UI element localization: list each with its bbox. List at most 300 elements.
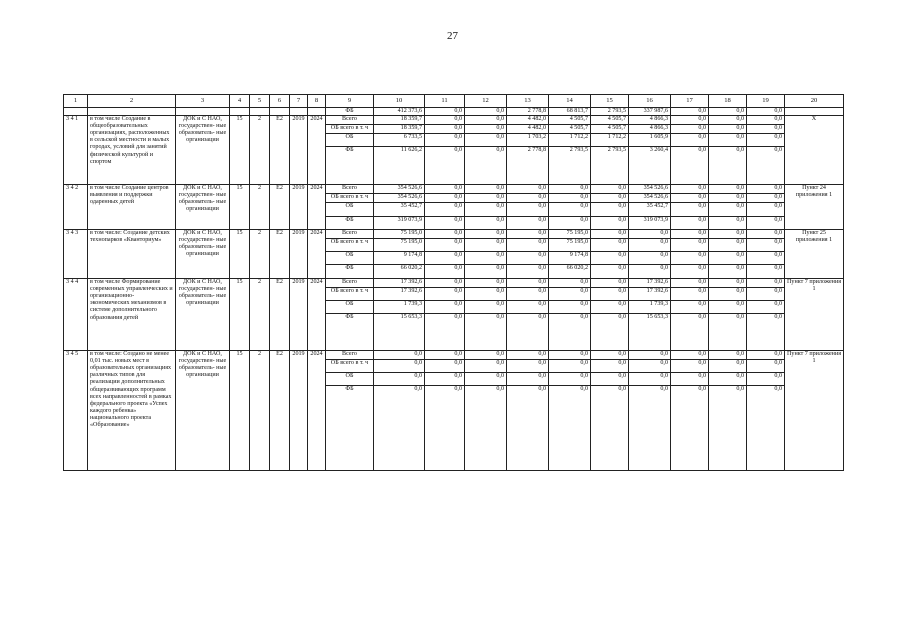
value-cell: 0,0 — [629, 239, 671, 252]
header-cell: 7 — [290, 95, 308, 108]
value-cell: 0,0 — [507, 203, 549, 217]
source-cell: ОБ всего в т. ч — [326, 360, 374, 373]
value-cell: 337 987,6 — [629, 108, 671, 116]
value-cell: 0,0 — [671, 386, 709, 471]
value-cell: 0,0 — [507, 373, 549, 386]
value-cell: 0,0 — [629, 265, 671, 279]
value-cell: 0,0 — [591, 185, 629, 194]
value-cell: 0,0 — [747, 108, 785, 116]
value-cell: 2 778,8 — [507, 147, 549, 185]
value-cell: 0,0 — [507, 314, 549, 351]
value-cell: 0,0 — [747, 125, 785, 134]
value-cell: 0,0 — [709, 351, 747, 360]
value-cell: 0,0 — [507, 301, 549, 314]
value-cell: 0,0 — [425, 108, 465, 116]
header-cell: 11 — [425, 95, 465, 108]
value-cell: 0,0 — [671, 265, 709, 279]
value-cell: 0,0 — [629, 386, 671, 471]
value-cell: 0,0 — [747, 203, 785, 217]
value-cell: 75 195,0 — [549, 230, 591, 239]
value-cell: 0,0 — [549, 314, 591, 351]
source-cell: Всего — [326, 351, 374, 360]
value-cell: 1 739,3 — [374, 301, 425, 314]
value-cell: 9 174,8 — [549, 252, 591, 265]
value-cell: 0,0 — [465, 203, 507, 217]
table-row — [64, 351, 844, 360]
empty-cell — [64, 108, 88, 116]
value-cell: 0,0 — [591, 217, 629, 230]
value-cell: 0,0 — [507, 265, 549, 279]
empty-cell — [270, 108, 290, 116]
item-executor: ДОК и С НАО, государствен- ные образователь- ные организации — [176, 230, 230, 279]
value-cell: 0,0 — [425, 386, 465, 471]
value-cell: 0,0 — [591, 279, 629, 288]
value-cell: 354 526,6 — [374, 194, 425, 203]
value-cell: 0,0 — [507, 360, 549, 373]
source-cell: ОБ всего в т. ч — [326, 194, 374, 203]
value-cell: 0,0 — [709, 265, 747, 279]
value-cell: 354 526,6 — [374, 185, 425, 194]
column-4: 15 — [230, 351, 250, 471]
value-cell: 0,0 — [507, 217, 549, 230]
column-7: 2019 — [290, 116, 308, 185]
value-cell: 75 195,0 — [374, 239, 425, 252]
value-cell: 0,0 — [425, 147, 465, 185]
value-cell: 0,0 — [671, 373, 709, 386]
value-cell: 0,0 — [425, 314, 465, 351]
value-cell: 0,0 — [374, 351, 425, 360]
item-note: Пункт 24 приложения 1 — [785, 185, 844, 230]
value-cell: 0,0 — [591, 239, 629, 252]
value-cell: 11 626,2 — [374, 147, 425, 185]
value-cell: 0,0 — [591, 314, 629, 351]
value-cell: 0,0 — [671, 279, 709, 288]
table-row — [64, 230, 844, 239]
item-index: 3 4 3 — [64, 230, 88, 279]
value-cell: 0,0 — [709, 147, 747, 185]
value-cell: 0,0 — [747, 230, 785, 239]
item-executor: ДОК и С НАО, государствен- ные образователь- ные организации — [176, 116, 230, 185]
empty-cell — [250, 108, 270, 116]
value-cell: 0,0 — [374, 386, 425, 471]
empty-cell — [88, 108, 176, 116]
source-cell: ОБ всего в т. ч — [326, 239, 374, 252]
value-cell: 0,0 — [671, 351, 709, 360]
value-cell: 0,0 — [465, 134, 507, 147]
header-cell: 5 — [250, 95, 270, 108]
value-cell: 0,0 — [507, 230, 549, 239]
value-cell: 0,0 — [549, 279, 591, 288]
value-cell: 0,0 — [549, 203, 591, 217]
value-cell: 0,0 — [747, 185, 785, 194]
value-cell: 0,0 — [591, 265, 629, 279]
value-cell: 0,0 — [549, 194, 591, 203]
value-cell: 0,0 — [747, 314, 785, 351]
item-index: 3 4 1 — [64, 116, 88, 185]
budget-table — [63, 94, 844, 471]
value-cell: 0,0 — [591, 288, 629, 301]
column-8: 2024 — [308, 185, 326, 230]
value-cell: 0,0 — [425, 360, 465, 373]
value-cell: 0,0 — [465, 185, 507, 194]
column-4: 15 — [230, 116, 250, 185]
value-cell: 0,0 — [425, 288, 465, 301]
value-cell: 0,0 — [465, 252, 507, 265]
item-description: в том числе: Создано не менее 0,01 тыс. новых мест в образовательных организациях различных типов для реализации дополнительных общеразвивающих программ всех направленностей в рамках федерального проекта «Успех каждого ребенка» национального проекта «Образование» — [88, 351, 176, 471]
header-cell: 15 — [591, 95, 629, 108]
value-cell: 0,0 — [671, 147, 709, 185]
value-cell: 0,0 — [425, 217, 465, 230]
value-cell: 0,0 — [549, 288, 591, 301]
value-cell: 0,0 — [671, 108, 709, 116]
item-executor: ДОК и С НАО, государствен- ные образователь- ные организации — [176, 185, 230, 230]
item-description: в том числе: Создание детских технопарков «Кванториум» — [88, 230, 176, 279]
header-cell: 2 — [88, 95, 176, 108]
value-cell: 0,0 — [747, 288, 785, 301]
empty-cell — [308, 108, 326, 116]
column-8: 2024 — [308, 116, 326, 185]
value-cell: 66 020,2 — [374, 265, 425, 279]
value-cell: 0,0 — [549, 386, 591, 471]
header-cell: 6 — [270, 95, 290, 108]
value-cell: 0,0 — [671, 116, 709, 125]
item-executor: ДОК и С НАО, государствен- ные образователь- ные организации — [176, 351, 230, 471]
value-cell: 0,0 — [425, 134, 465, 147]
value-cell: 0,0 — [709, 230, 747, 239]
value-cell: 0,0 — [747, 116, 785, 125]
value-cell: 0,0 — [425, 373, 465, 386]
value-cell: 0,0 — [507, 239, 549, 252]
column-6: Е2 — [270, 116, 290, 185]
value-cell: 0,0 — [549, 351, 591, 360]
empty-cell — [290, 108, 308, 116]
value-cell: 4 505,7 — [591, 125, 629, 134]
table-row — [64, 279, 844, 288]
value-cell: 35 452,7 — [629, 203, 671, 217]
value-cell: 0,0 — [709, 386, 747, 471]
column-4: 15 — [230, 279, 250, 351]
value-cell: 18 359,7 — [374, 116, 425, 125]
item-note: Х — [785, 116, 844, 185]
value-cell: 0,0 — [747, 147, 785, 185]
value-cell: 0,0 — [465, 217, 507, 230]
value-cell: 0,0 — [591, 386, 629, 471]
value-cell: 0,0 — [671, 217, 709, 230]
value-cell: 0,0 — [465, 147, 507, 185]
column-8: 2024 — [308, 351, 326, 471]
value-cell: 0,0 — [709, 217, 747, 230]
value-cell: 0,0 — [709, 288, 747, 301]
value-cell: 0,0 — [591, 252, 629, 265]
item-description: в том числе Создание центров выявления и поддержки одаренных детей — [88, 185, 176, 230]
header-cell: 16 — [629, 95, 671, 108]
value-cell: 0,0 — [709, 239, 747, 252]
value-cell: 0,0 — [671, 314, 709, 351]
column-5: 2 — [250, 116, 270, 185]
value-cell: 0,0 — [549, 301, 591, 314]
value-cell: 6 733,5 — [374, 134, 425, 147]
value-cell: 2 793,5 — [549, 147, 591, 185]
table-row — [64, 116, 844, 125]
value-cell: 0,0 — [425, 239, 465, 252]
value-cell: 0,0 — [465, 351, 507, 360]
value-cell: 0,0 — [465, 386, 507, 471]
column-6: Е2 — [270, 185, 290, 230]
source-cell: ОБ всего в т. ч — [326, 288, 374, 301]
value-cell: 0,0 — [425, 265, 465, 279]
value-cell: 1 712,2 — [549, 134, 591, 147]
source-cell: ОБ — [326, 134, 374, 147]
value-cell: 0,0 — [709, 134, 747, 147]
value-cell: 0,0 — [671, 288, 709, 301]
item-executor: ДОК и С НАО, государствен- ные образователь- ные организации — [176, 279, 230, 351]
column-7: 2019 — [290, 230, 308, 279]
source-cell: Всего — [326, 116, 374, 125]
value-cell: 0,0 — [425, 116, 465, 125]
item-note: Пункт 25 приложения 1 — [785, 230, 844, 279]
header-cell: 13 — [507, 95, 549, 108]
value-cell: 0,0 — [507, 288, 549, 301]
value-cell: 0,0 — [591, 194, 629, 203]
column-6: Е2 — [270, 279, 290, 351]
column-8: 2024 — [308, 230, 326, 279]
carry-row — [64, 108, 844, 116]
value-cell: 0,0 — [374, 373, 425, 386]
value-cell: 0,0 — [747, 194, 785, 203]
value-cell: 0,0 — [591, 203, 629, 217]
header-cell: 18 — [709, 95, 747, 108]
value-cell: 0,0 — [425, 279, 465, 288]
value-cell: 1 703,2 — [507, 134, 549, 147]
source-cell: ОБ — [326, 373, 374, 386]
source-cell: ФБ — [326, 314, 374, 351]
value-cell: 0,0 — [465, 239, 507, 252]
value-cell: 0,0 — [629, 252, 671, 265]
value-cell: 2 793,5 — [591, 108, 629, 116]
value-cell: 0,0 — [507, 185, 549, 194]
value-cell: 0,0 — [747, 239, 785, 252]
value-cell: 0,0 — [465, 265, 507, 279]
value-cell: 17 392,6 — [374, 279, 425, 288]
value-cell: 0,0 — [549, 373, 591, 386]
value-cell: 0,0 — [549, 185, 591, 194]
empty-cell — [785, 108, 844, 116]
value-cell: 0,0 — [549, 217, 591, 230]
value-cell: 0,0 — [591, 360, 629, 373]
header-cell: 9 — [326, 95, 374, 108]
value-cell: 0,0 — [507, 252, 549, 265]
value-cell: 4 505,7 — [549, 116, 591, 125]
page-number: 27 — [447, 30, 458, 42]
value-cell: 0,0 — [425, 230, 465, 239]
value-cell: 0,0 — [591, 301, 629, 314]
header-cell: 1 — [64, 95, 88, 108]
value-cell: 18 359,7 — [374, 125, 425, 134]
item-description: в том числе Создание в общеобразовательных организациях, расположенных в сельской местности и малых городах, условий для занятий физической культурой и спортом — [88, 116, 176, 185]
empty-cell — [176, 108, 230, 116]
value-cell: 0,0 — [425, 252, 465, 265]
value-cell: 0,0 — [747, 373, 785, 386]
column-5: 2 — [250, 351, 270, 471]
column-5: 2 — [250, 185, 270, 230]
item-description: в том числе Формирование современных управленческих и организационно-экономических механизмов в системе дополнительного образования детей — [88, 279, 176, 351]
source-cell: Всего — [326, 230, 374, 239]
value-cell: 0,0 — [425, 351, 465, 360]
column-7: 2019 — [290, 279, 308, 351]
header-cell: 8 — [308, 95, 326, 108]
header-cell: 3 — [176, 95, 230, 108]
value-cell: 0,0 — [425, 194, 465, 203]
value-cell: 0,0 — [465, 108, 507, 116]
value-cell: 4 866,3 — [629, 125, 671, 134]
value-cell: 2 778,8 — [507, 108, 549, 116]
header-cell: 17 — [671, 95, 709, 108]
value-cell: 0,0 — [709, 360, 747, 373]
value-cell: 0,0 — [629, 373, 671, 386]
value-cell: 0,0 — [747, 386, 785, 471]
value-cell: 0,0 — [709, 252, 747, 265]
value-cell: 319 073,9 — [374, 217, 425, 230]
empty-cell — [230, 108, 250, 116]
value-cell: 0,0 — [465, 116, 507, 125]
column-4: 15 — [230, 230, 250, 279]
header-cell: 4 — [230, 95, 250, 108]
value-cell: 0,0 — [549, 360, 591, 373]
value-cell: 0,0 — [747, 351, 785, 360]
value-cell: 0,0 — [629, 351, 671, 360]
value-cell: 1 712,2 — [591, 134, 629, 147]
value-cell: 35 452,7 — [374, 203, 425, 217]
source-cell: Всего — [326, 279, 374, 288]
source-cell: ОБ всего в т. ч — [326, 125, 374, 134]
column-4: 15 — [230, 185, 250, 230]
item-index: 3 4 5 — [64, 351, 88, 471]
value-cell: 0,0 — [425, 301, 465, 314]
value-cell: 0,0 — [629, 230, 671, 239]
value-cell: 0,0 — [747, 301, 785, 314]
column-5: 2 — [250, 230, 270, 279]
value-cell: 0,0 — [709, 194, 747, 203]
header-cell: 12 — [465, 95, 507, 108]
value-cell: 0,0 — [747, 134, 785, 147]
value-cell: 17 392,6 — [629, 288, 671, 301]
source-cell: ОБ — [326, 203, 374, 217]
value-cell: 4 482,0 — [507, 116, 549, 125]
value-cell: 0,0 — [671, 360, 709, 373]
value-cell: 0,0 — [709, 373, 747, 386]
header-cell: 20 — [785, 95, 844, 108]
value-cell: 68 813,7 — [549, 108, 591, 116]
source-cell: ОБ — [326, 301, 374, 314]
value-cell: 0,0 — [465, 301, 507, 314]
value-cell: 17 392,6 — [629, 279, 671, 288]
value-cell: 0,0 — [671, 185, 709, 194]
value-cell: 0,0 — [507, 351, 549, 360]
source-cell: ФБ — [326, 265, 374, 279]
value-cell: 0,0 — [465, 288, 507, 301]
value-cell: 4 505,7 — [549, 125, 591, 134]
value-cell: 0,0 — [629, 360, 671, 373]
value-cell: 0,0 — [709, 108, 747, 116]
value-cell: 0,0 — [507, 279, 549, 288]
value-cell: 75 195,0 — [549, 239, 591, 252]
value-cell: 0,0 — [747, 279, 785, 288]
value-cell: 0,0 — [747, 252, 785, 265]
item-note: Пункт 7 приложения 1 — [785, 351, 844, 471]
value-cell: 0,0 — [465, 373, 507, 386]
value-cell: 0,0 — [374, 360, 425, 373]
value-cell: 1 739,3 — [629, 301, 671, 314]
source-cell: ОБ — [326, 252, 374, 265]
value-cell: 319 073,9 — [629, 217, 671, 230]
header-cell: 14 — [549, 95, 591, 108]
value-cell: 75 195,0 — [374, 230, 425, 239]
value-cell: 0,0 — [507, 386, 549, 471]
value-cell: 354 526,6 — [629, 185, 671, 194]
value-cell: 0,0 — [709, 301, 747, 314]
item-note: Пункт 7 приложения 1 — [785, 279, 844, 351]
column-7: 2019 — [290, 351, 308, 471]
column-6: Е2 — [270, 230, 290, 279]
value-cell: 0,0 — [709, 279, 747, 288]
column-5: 2 — [250, 279, 270, 351]
value-cell: 0,0 — [709, 314, 747, 351]
value-cell: 0,0 — [591, 351, 629, 360]
table-row — [64, 185, 844, 194]
item-index: 3 4 2 — [64, 185, 88, 230]
value-cell: 3 260,4 — [629, 147, 671, 185]
value-cell: 0,0 — [747, 217, 785, 230]
value-cell: 412 373,6 — [374, 108, 425, 116]
value-cell: 4 482,0 — [507, 125, 549, 134]
value-cell: 0,0 — [591, 230, 629, 239]
header-row — [64, 95, 844, 108]
value-cell: 0,0 — [465, 360, 507, 373]
value-cell: 0,0 — [747, 265, 785, 279]
value-cell: 15 653,3 — [629, 314, 671, 351]
value-cell: 0,0 — [671, 125, 709, 134]
item-index: 3 4 4 — [64, 279, 88, 351]
value-cell: 0,0 — [591, 373, 629, 386]
value-cell: 17 392,6 — [374, 288, 425, 301]
value-cell: 0,0 — [671, 252, 709, 265]
source-cell: ФБ — [326, 147, 374, 185]
value-cell: 0,0 — [709, 185, 747, 194]
value-cell: 0,0 — [671, 134, 709, 147]
column-8: 2024 — [308, 279, 326, 351]
value-cell: 2 793,5 — [591, 147, 629, 185]
value-cell: 0,0 — [465, 230, 507, 239]
value-cell: 0,0 — [507, 194, 549, 203]
header-cell: 10 — [374, 95, 425, 108]
value-cell: 0,0 — [747, 360, 785, 373]
header-cell: 19 — [747, 95, 785, 108]
column-6: Е2 — [270, 351, 290, 471]
value-cell: 354 526,6 — [629, 194, 671, 203]
value-cell: 0,0 — [425, 203, 465, 217]
value-cell: 0,0 — [671, 239, 709, 252]
value-cell: 0,0 — [671, 230, 709, 239]
value-cell: 0,0 — [671, 301, 709, 314]
value-cell: 0,0 — [671, 194, 709, 203]
value-cell: 0,0 — [425, 185, 465, 194]
value-cell: 0,0 — [465, 314, 507, 351]
value-cell: 15 653,3 — [374, 314, 425, 351]
value-cell: 0,0 — [425, 125, 465, 134]
value-cell: 4 505,7 — [591, 116, 629, 125]
value-cell: 0,0 — [709, 125, 747, 134]
value-cell: 1 605,9 — [629, 134, 671, 147]
